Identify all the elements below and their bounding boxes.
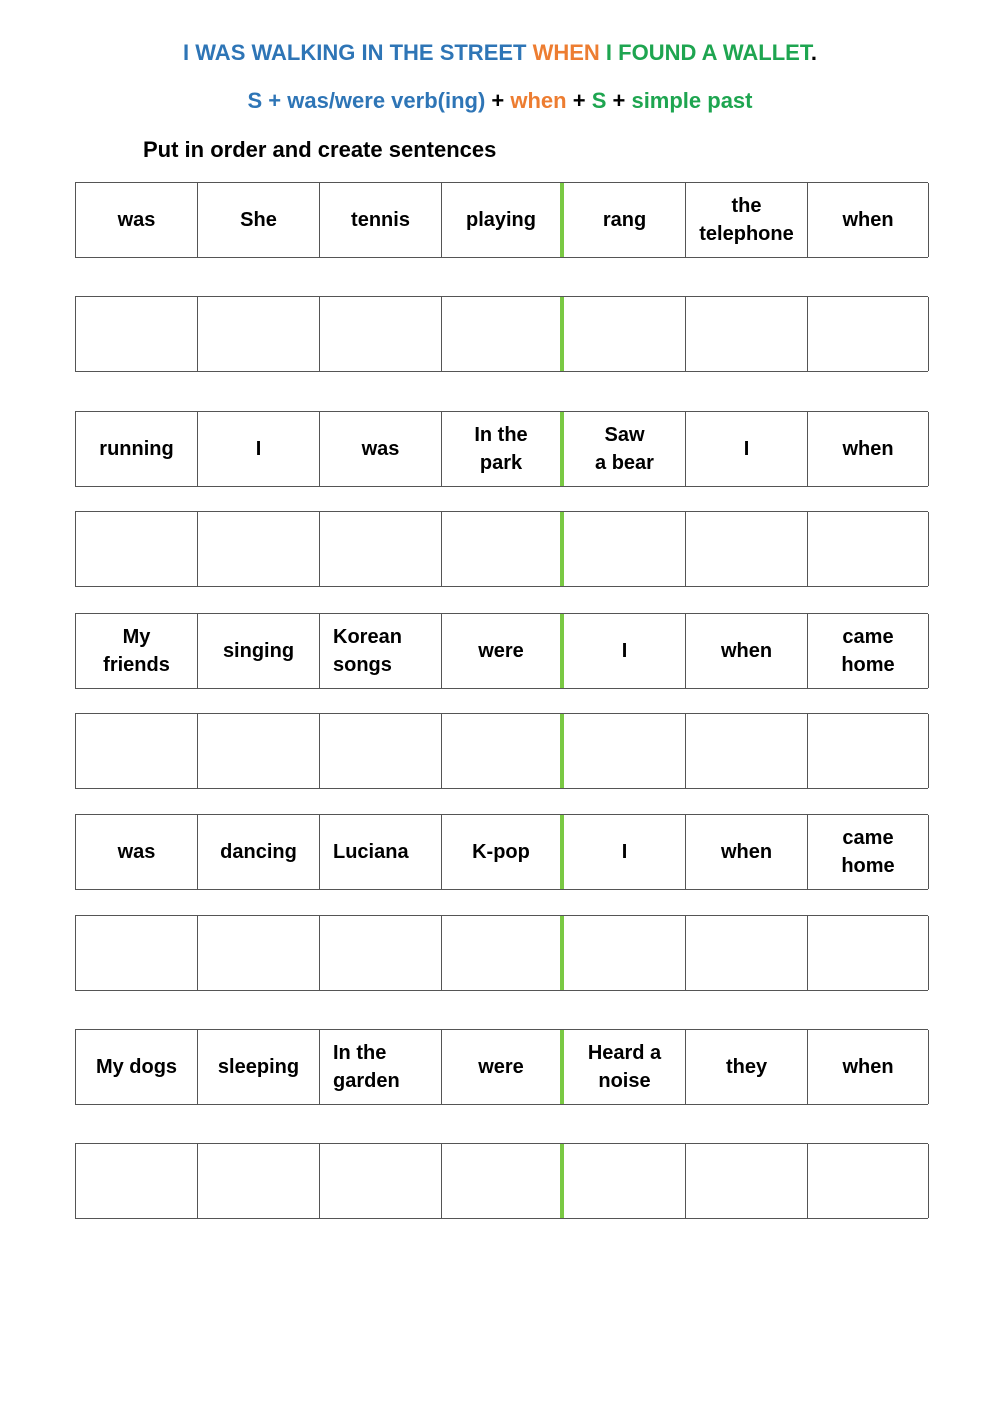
word-label: came home — [841, 626, 895, 676]
answer-slot[interactable] — [442, 512, 564, 586]
word-label: when — [842, 438, 894, 460]
word-label: K-pop — [472, 841, 530, 863]
word-card[interactable] — [564, 614, 686, 688]
word-row-4 — [75, 814, 928, 890]
title-part-when: WHEN — [532, 40, 600, 65]
answer-slot[interactable] — [198, 297, 320, 371]
word-label: running — [99, 438, 174, 460]
word-label: Heard a noise — [587, 1042, 662, 1092]
word-card[interactable] — [686, 183, 808, 257]
word-row-1 — [75, 182, 928, 258]
word-card[interactable] — [808, 815, 929, 889]
word-label: was — [361, 438, 400, 460]
word-label: I — [743, 438, 750, 460]
word-label: dancing — [220, 841, 297, 863]
word-label: playing — [465, 209, 536, 231]
formula-part-s: S — [591, 88, 607, 113]
answer-slot[interactable] — [320, 916, 442, 990]
word-label: was — [117, 841, 156, 863]
word-card[interactable] — [198, 412, 320, 486]
answer-row-2 — [75, 511, 928, 587]
word-card[interactable] — [442, 412, 564, 486]
answer-slot[interactable] — [76, 1144, 198, 1218]
word-label: She — [240, 209, 277, 231]
word-card[interactable] — [320, 412, 442, 486]
word-card[interactable] — [76, 412, 198, 486]
answer-slot[interactable] — [564, 714, 686, 788]
grammar-formula — [0, 86, 1000, 116]
word-card[interactable] — [320, 815, 442, 889]
answer-row-5 — [75, 1143, 928, 1219]
answer-slot[interactable] — [564, 297, 686, 371]
worksheet-title — [0, 38, 1000, 68]
answer-slot[interactable] — [320, 714, 442, 788]
answer-row-1 — [75, 296, 928, 372]
word-label: they — [725, 1056, 768, 1078]
answer-row-4 — [75, 915, 928, 991]
formula-part-when: when — [510, 88, 567, 113]
answer-slot[interactable] — [808, 1144, 929, 1218]
word-card[interactable] — [320, 1030, 442, 1104]
word-row-3 — [75, 613, 928, 689]
word-card[interactable] — [198, 614, 320, 688]
answer-slot[interactable] — [198, 714, 320, 788]
word-card[interactable] — [564, 1030, 686, 1104]
word-label: singing — [222, 640, 295, 662]
formula-plus-2: + — [566, 88, 592, 113]
word-row-5 — [75, 1029, 928, 1105]
formula-part-1: S + was/were verb(ing) — [247, 88, 486, 113]
answer-slot[interactable] — [808, 714, 929, 788]
word-label: In the park — [474, 424, 528, 474]
word-card[interactable] — [442, 1030, 564, 1104]
answer-slot[interactable] — [442, 297, 564, 371]
instructions: Put in order and create sentences — [143, 137, 497, 162]
answer-slot[interactable] — [686, 916, 808, 990]
word-label: were — [478, 1056, 524, 1078]
word-card[interactable] — [686, 815, 808, 889]
word-card[interactable] — [808, 1030, 929, 1104]
word-card[interactable] — [76, 183, 198, 257]
answer-slot[interactable] — [198, 1144, 320, 1218]
answer-slot[interactable] — [76, 714, 198, 788]
answer-slot[interactable] — [564, 1144, 686, 1218]
word-label: I — [255, 438, 262, 460]
word-label: was — [117, 209, 156, 231]
word-card[interactable] — [320, 183, 442, 257]
title-part-1: I WAS WALKING IN THE STREET — [183, 40, 533, 65]
word-label: In the garden — [333, 1042, 400, 1092]
answer-slot[interactable] — [686, 1144, 808, 1218]
answer-slot[interactable] — [320, 512, 442, 586]
word-label: were — [478, 640, 524, 662]
title-period: . — [810, 40, 817, 65]
word-card[interactable] — [198, 815, 320, 889]
word-card[interactable] — [808, 183, 929, 257]
word-card[interactable] — [76, 614, 198, 688]
formula-plus-1: + — [485, 88, 511, 113]
answer-slot[interactable] — [808, 297, 929, 371]
answer-slot[interactable] — [686, 714, 808, 788]
answer-slot[interactable] — [442, 714, 564, 788]
word-card[interactable] — [442, 614, 564, 688]
formula-part-simple-past: simple past — [631, 88, 753, 113]
answer-slot[interactable] — [320, 297, 442, 371]
title-part-3: I FOUND A WALLET — [599, 40, 811, 65]
word-row-2 — [75, 411, 928, 487]
answer-slot[interactable] — [320, 1144, 442, 1218]
word-label: came home — [841, 827, 895, 877]
word-label: when — [842, 1056, 894, 1078]
word-card[interactable] — [320, 614, 442, 688]
answer-slot[interactable] — [564, 512, 686, 586]
answer-slot[interactable] — [686, 297, 808, 371]
answer-slot[interactable] — [564, 916, 686, 990]
word-label: when — [720, 841, 773, 863]
answer-row-3 — [75, 713, 928, 789]
word-label: when — [720, 640, 773, 662]
answer-slot[interactable] — [808, 512, 929, 586]
answer-slot[interactable] — [686, 512, 808, 586]
word-label: My dogs — [95, 1056, 178, 1078]
answer-slot[interactable] — [442, 1144, 564, 1218]
word-label: sleeping — [217, 1056, 300, 1078]
word-card[interactable] — [686, 412, 808, 486]
word-label: rang — [602, 209, 647, 231]
answer-slot[interactable] — [198, 916, 320, 990]
word-card[interactable] — [564, 412, 686, 486]
answer-slot[interactable] — [76, 916, 198, 990]
word-card[interactable] — [198, 1030, 320, 1104]
word-label: tennis — [351, 209, 410, 231]
word-label: I — [621, 841, 628, 863]
word-label: I — [621, 640, 628, 662]
formula-plus-3: + — [606, 88, 632, 113]
word-card[interactable] — [686, 1030, 808, 1104]
word-card[interactable] — [198, 183, 320, 257]
answer-slot[interactable] — [442, 916, 564, 990]
word-card[interactable] — [808, 412, 929, 486]
word-card[interactable] — [808, 614, 929, 688]
word-card[interactable] — [686, 614, 808, 688]
answer-slot[interactable] — [198, 512, 320, 586]
word-label: when — [842, 209, 894, 231]
word-card[interactable] — [564, 815, 686, 889]
word-card[interactable] — [76, 815, 198, 889]
word-label: My friends — [103, 626, 170, 676]
word-card[interactable] — [442, 183, 564, 257]
word-label: Korean songs — [333, 626, 402, 676]
word-card[interactable] — [76, 1030, 198, 1104]
answer-slot[interactable] — [76, 512, 198, 586]
answer-slot[interactable] — [808, 916, 929, 990]
word-label: Luciana — [333, 841, 409, 863]
word-label: Saw a bear — [595, 424, 654, 474]
answer-slot[interactable] — [76, 297, 198, 371]
word-card[interactable] — [442, 815, 564, 889]
word-label: the telephone — [699, 195, 794, 245]
word-card[interactable] — [564, 183, 686, 257]
